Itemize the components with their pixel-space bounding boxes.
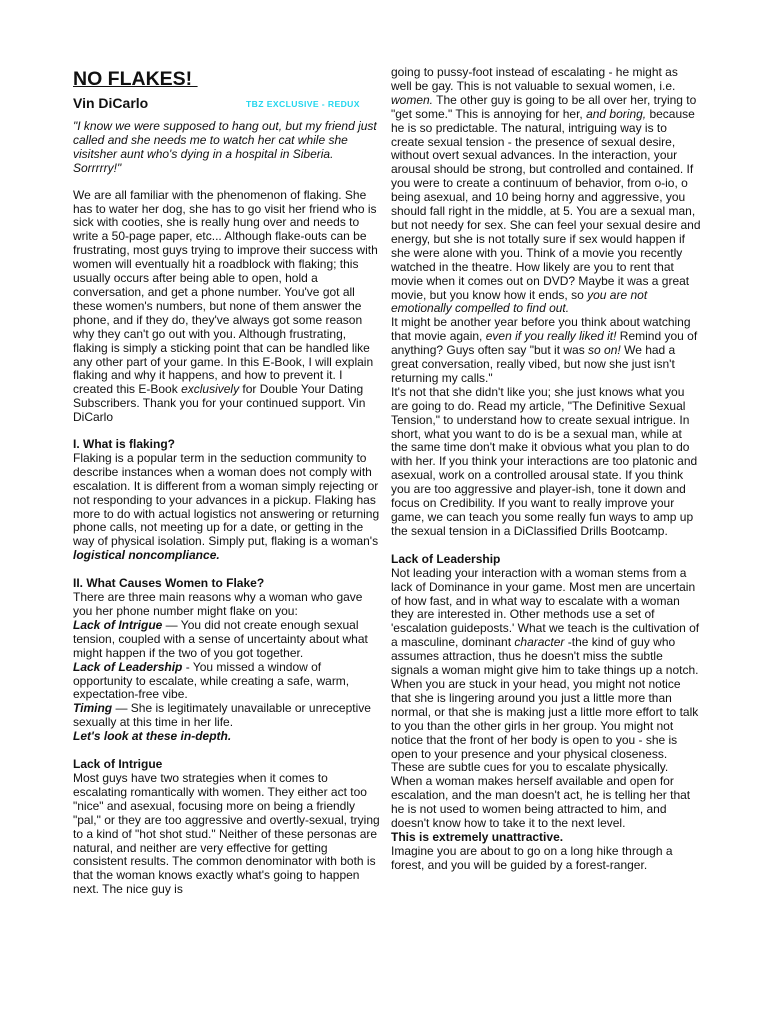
cause-item-leadership: Lack of Leadership - You missed a window of opportunity to escalate, while creating a safe, warm, expectation-free vibe. — [73, 659, 350, 702]
intro-paragraph: We are all familiar with the phenomenon of flaking. She has to water her dog, she has to go visit her friend who is sick with cooties, she is really hung over and needs to write a 50-page paper, etc... Although flake-outs can be frustrating, most guys trying to improve their success with women will eventually hit a roadblock with flaking; this usually occurs after being able to open, hold a conversation, and get a phone number. You've got all these women's numbers, but none of them answer the phone, and if they do, they've always got some reason why they can't go out with you. Although frustrating, flaking is simply a sticking point that can be handled like any other part of your game. In this E-Book, I will explain flaking and why it happens, and how to prevent it. I created this E-Book exclusively for Double Your Dating Subscribers. Thank you for your continued support. Vin DiCarlo — [73, 187, 378, 425]
section-heading-lack-of-intrigue: Lack of Intrigue — [73, 757, 163, 772]
byline — [73, 94, 381, 114]
section-body-lack-of-leadership: Not leading your interaction with a woman stems from a lack of Dominance in your game. Most men are uncertain of how fast, and in what way to escalate with a woman they are interested in. Other methods use a set of 'escalation guideposts.' What we teach is the cultivation of a masculine, dominant character -the kind of guy who assumes attraction, thus he doesn't miss the subtle signals a woman might give him to take things up a notch. When you are stuck in your head, you might not notice that she is lingering around you just a little more than normal, or that she is making just a little more effort to talk to you than the other girls in her group. You might not notice that the front of her body is open to you - she is open to your presence and your physical closeness. These are subtle cues for you to escalate physically. When a woman makes herself available and open for escalation, and the man doesn't act, he is telling her that he is not used to women being attracted to him, and doesn't know how to take it to the next level. — [391, 565, 700, 831]
causes-closing-line: Let's look at these in-depth. — [73, 729, 232, 744]
unattractive-callout: This is extremely unattractive. — [391, 829, 564, 844]
intrigue-continued-paragraph: going to pussy-foot instead of escalating - he might as well be gay. This is not valuable to sexual women, i.e. women. The other guy is going to be all over her, trying to "get some." This is annoying for her, and boring, because he is so predictable. The natural, intriguing way is to create sexual tension - the presence of sexual desire, without overt sexual advances. In the interaction, your arousal should be strong, but controlled and contained. If you were to create a continuum of behavior, from o-io, o being asexual, and 10 being horny and aggressive, you should fall right in the middle, at 5. You are a sexual man, but not needy for sex. She can feel your sexual desire and energy, but she is not totally sure if sex would happen if she were alone with you. Think of a movie you recently watched in the theatre. How likely are you to rent that movie when it comes out on DVD? Maybe it was a great movie, but you know how it ends, so you are not emotionally compelled to find out. — [391, 65, 701, 316]
section-heading-what-is-flaking: I. What is flaking? — [73, 437, 176, 452]
section-body-causes: There are three main reasons why a woman who gave you her phone number might flake on you: — [73, 590, 363, 618]
section-body-what-is-flaking: Flaking is a popular term in the seduction community to describe instances when a woman does not comply with escalation. It is different from a woman simply rejecting or not responding to your advances in a pickup. Flaking has more to do with actual logistics not answering or returning phone calls, not meeting up for a date, or getting in the way of physical isolation. Simply put, flaking is a woman's logistical noncompliance. — [73, 450, 380, 563]
section-body-lack-of-intrigue: Most guys have two strategies when it comes to escalating romantically with women. They either act too "nice" and asexual, focusing more on being a friendly "pal," or they are too aggressive and overtly-sexual, trying to a kind of "hot shot stud." Neither of these personas are natural, and neither are very effective for getting consistent results. The common denominator with both is that the woman knows exactly what's going to happen next. The nice guy is — [73, 770, 380, 897]
cause-item-timing: Timing — She is legitimately unavailable or unreceptive sexually at this time in her life. — [73, 701, 371, 730]
section-heading-lack-of-leadership: Lack of Leadership — [391, 551, 501, 566]
exclusive-tag: TBZ EXCLUSIVE - REDUX — [246, 99, 360, 109]
article-title: NO FLAKES! — [73, 68, 198, 90]
author-name: Vin DiCarlo — [73, 95, 149, 111]
section-heading-causes: II. What Causes Women to Flake? — [73, 576, 265, 591]
right-column — [391, 66, 701, 873]
forest-hike-paragraph: Imagine you are about to go on a long hike through a forest, and you will be guided by a forest-ranger. — [391, 843, 673, 872]
opening-quote: "I know we were supposed to hang out, but my friend just called and she needs me to watch her cat while she visitsher aunt who's dying in a hospital in Siberia. Sorrrrry!" — [73, 119, 377, 175]
cause-item-intrigue: Lack of Intrigue — You did not create enough sexual tension, coupled with a sense of uncertainty about what might happen if the two of you got together. — [73, 617, 368, 660]
movie-analogy-paragraph: It might be another year before you think about watching that movie again, even if you really liked it! Remind you of anything? Guys often say "but it was so on! We had a great conversation, really vibed, but now she just isn't returning my calls." — [391, 315, 698, 385]
left-column — [73, 66, 381, 897]
sexual-tension-paragraph: It's not that she didn't like you; she just knows what you are going to do. Read my article, "The Definitive Sexual Tension," to understand how to create sexual intrigue. In short, what you want to do is be a sexual man, while at the same time don't make it obvious what you plan to do with her. If you think your interactions are too platonic and asexual, work on a controlled arousal state. If you think you are too aggressive and player-ish, tone it down and focus on Credibility. If you want to really improve your game, we can teach you some really fun ways to amp up the sexual tension in a DiClassified Drills Bootcamp. — [391, 384, 698, 538]
